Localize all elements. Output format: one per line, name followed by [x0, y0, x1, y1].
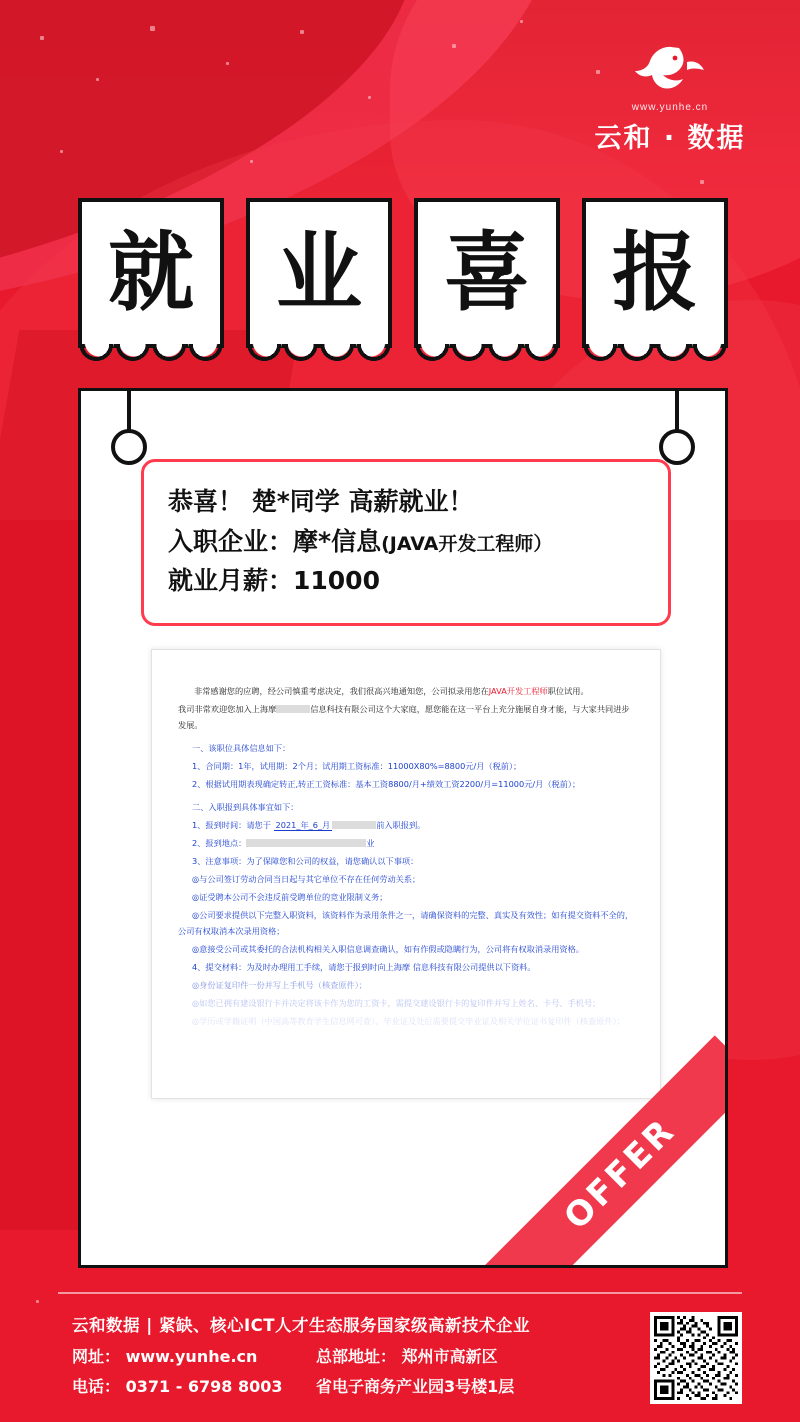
footer	[0, 1292, 800, 1422]
letter-report-date: 2021_年_6_月	[275, 819, 331, 830]
letter-material-b: ◎如您已拥有建设银行卡并决定将该卡作为您的工资卡，需提交建设银行卡的复印件并写上姓名、卡号、手机号；	[192, 997, 601, 1008]
footer-hq-label: 总部地址：	[316, 1347, 397, 1366]
banner-tail	[82, 344, 220, 368]
binder-ring-right	[659, 429, 695, 465]
headline-line-3: 就业月薪：11000	[168, 566, 380, 595]
letter-report-place-end: 业	[366, 837, 375, 848]
redaction-mask	[246, 839, 366, 847]
footer-phone-row	[72, 1374, 283, 1397]
letter-note-d: ◎意接受公司或其委托的合法机构相关入职信息调查确认，如有作假或隐瞒行为，公司将有权取消录用资格。	[192, 943, 584, 954]
letter-report-time-end: 前入职报到。	[376, 819, 426, 830]
letter-section-1-item-2: 2、根据试用期表现确定转正,转正工资标准：基本工资8800/月+绩效工资2200/月=11000元/月（税前）；	[192, 778, 581, 789]
title-char: 就	[108, 223, 194, 323]
title-char: 报	[612, 223, 698, 323]
letter-material-a: ◎身份证复印件一份并写上手机号（核查原件）；	[192, 979, 367, 990]
letter-p2-b: 信息科技有限公司这个大家庭，愿您能在这一平台上充分施展自身才能，与大家共同进步发展。	[178, 703, 630, 730]
letter-material-c: ◎学历或学籍证明（中国高等教育学生信息网可查）、毕业证及处后需要提交毕业证及相关学位证书复印件（核查原件）；	[192, 1015, 625, 1026]
redaction-mask	[276, 705, 310, 713]
letter-note-c: ◎公司要求提供以下完整入职资料，该资料作为录用条件之一，请确保资料的完整、真实及有效性；如有提交资料不全的，公司有权取消本次录用资格；	[178, 909, 634, 936]
letter-p1-text: 非常感谢您的应聘，经公司慎重考虑决定，我们很高兴地通知您，公司拟录用您在	[194, 686, 489, 696]
footer-divider	[58, 1292, 742, 1294]
letter-note-b: ◎证受聘本公司不会违反前受聘单位的竞业限制义务；	[192, 891, 388, 902]
redaction-mask	[332, 821, 376, 829]
content-sheet	[78, 388, 728, 1268]
footer-hq-value-2: 省电子商务产业园3号楼1层	[316, 1377, 515, 1396]
footer-phone-label: 电话：	[72, 1377, 121, 1396]
footer-slogan: 云和数据 | 紧缺、核心ICT人才生态服务国家级高新技术企业	[72, 1316, 531, 1335]
letter-section-1-heading: 一、该职位具体信息如下：	[192, 742, 291, 753]
footer-website-label: 网址：	[72, 1347, 121, 1366]
letter-paragraph-2	[178, 702, 634, 734]
letter-section-2-item-2	[178, 836, 634, 852]
letter-p2-a: 我司非常欢迎您加入上海摩	[178, 703, 277, 714]
footer-website-value[interactable]: www.yunhe.cn	[125, 1347, 258, 1366]
headline-line-2	[168, 522, 644, 562]
title-banner-char	[78, 198, 224, 348]
letter-section-2-heading: 二、入职报到具体事宜如下：	[192, 801, 299, 812]
letter-p1-end: 职位试用。	[547, 686, 589, 696]
title-char: 业	[276, 223, 362, 323]
letter-section-2-item-3: 3、注意事项：为了保障您和公司的权益，请您确认以下事项：	[192, 855, 419, 866]
title-banner-char	[414, 198, 560, 348]
letter-p1-role: JAVA开发工程师	[488, 686, 548, 696]
letter-report-time-label: 1、报到时间：请您于	[192, 819, 271, 830]
dove-bird-icon	[635, 46, 705, 98]
brand-name: 云和 · 数据	[594, 123, 746, 154]
letter-section-1-item-1: 1、合同期：1年，试用期：2个月；试用期工资标准：11000X80%=8800元/月（税前）；	[192, 760, 522, 771]
binder-stem-left	[127, 391, 131, 433]
brand-logo	[580, 46, 760, 156]
banner-tail	[586, 344, 724, 368]
letter-note-a: ◎与公司签订劳动合同当日起与其它单位不存在任何劳动关系；	[192, 873, 421, 884]
footer-website-row	[72, 1344, 257, 1367]
title-char: 喜	[444, 223, 530, 323]
headline-company: 入职企业：摩*信息	[168, 526, 382, 556]
letter-paragraph-1	[178, 684, 634, 700]
qr-code-image	[654, 1316, 738, 1400]
footer-hq-value-1: 郑州市高新区	[401, 1347, 498, 1366]
binder-stem-right	[675, 391, 679, 433]
title-banner-char	[582, 198, 728, 348]
letter-section-2-item-1	[178, 818, 634, 834]
offer-label: OFFER	[556, 1110, 684, 1238]
footer-phone-value[interactable]: 0371 - 6798 8003	[125, 1377, 283, 1396]
banner-tail	[418, 344, 556, 368]
headline-box	[141, 459, 671, 626]
binder-ring-left	[111, 429, 147, 465]
offer-letter-document	[151, 649, 661, 1099]
letter-section-2-item-4: 4、提交材料：为及时办理用工手续，请您于报到时向上海摩 信息科技有限公司提供以下资料。	[192, 961, 536, 972]
qr-code[interactable]	[650, 1312, 742, 1404]
footer-hq-row	[316, 1344, 498, 1367]
brand-domain: www.yunhe.cn	[631, 102, 709, 113]
title-banner-char	[246, 198, 392, 348]
headline-line-1: 恭喜！ 楚*同学 高薪就业！	[168, 487, 474, 516]
title-banners	[78, 198, 728, 368]
letter-report-place-label: 2、报到地点：	[192, 837, 247, 848]
headline-role: (JAVA开发工程师）	[381, 532, 553, 555]
banner-tail	[250, 344, 388, 368]
